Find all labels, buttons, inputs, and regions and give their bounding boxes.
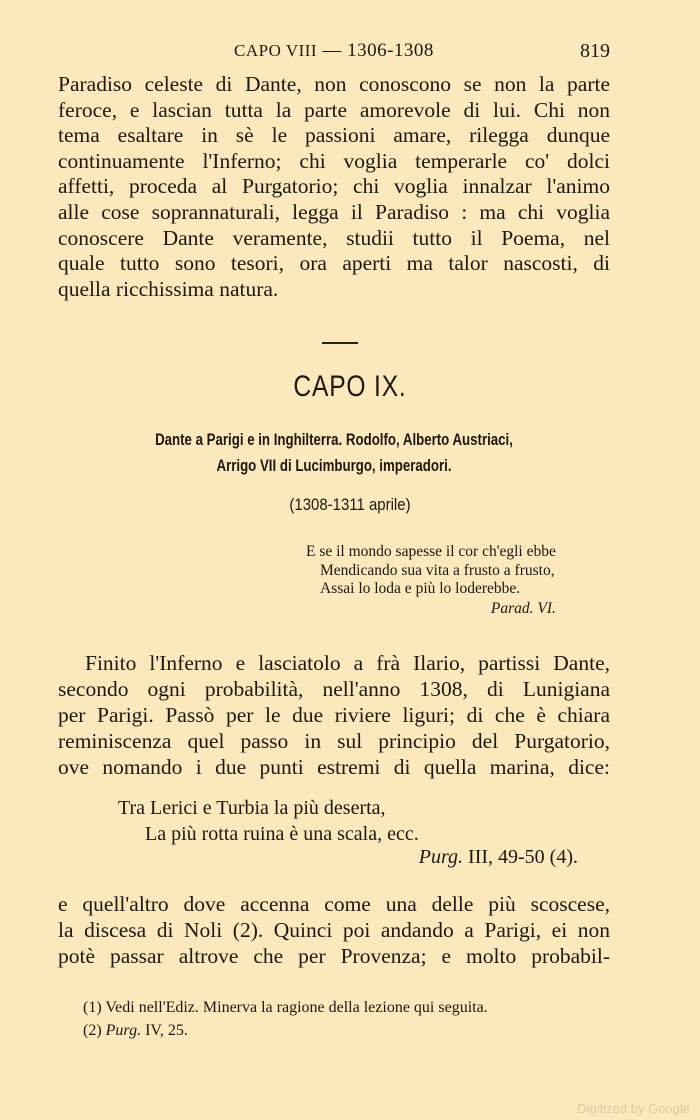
section-divider <box>322 342 358 344</box>
footnote-marker: (2) <box>83 1022 102 1039</box>
footnote-text: Vedi nell'Ediz. Minerva la ragione della lezione qui seguita. <box>105 999 488 1016</box>
text-line: Paradiso celeste di Dante, non conoscono se non la parte <box>58 72 610 96</box>
footnote-1 <box>83 996 488 1019</box>
epigraph-line: Mendicando sua vita a frusto a frusto, <box>320 561 555 579</box>
text-line: ove nomando i due punti estremi di quella marina, dice: <box>58 755 610 779</box>
footnote-marker: (1) <box>83 999 102 1016</box>
running-head-dash: — <box>322 40 342 61</box>
running-head-years: 1306-1308 <box>347 40 434 61</box>
epigraph-line: E se il mondo sapesse il cor ch'egli ebbe <box>306 543 556 560</box>
text-line: potè passar altrove che per Provenza; e molto probabil- <box>58 944 610 968</box>
text-line: quella ricchissima natura. <box>58 276 279 301</box>
running-head <box>58 40 610 68</box>
text-line: secondo ogni probabilità, nell'anno 1308, di Lunigiana <box>58 677 610 701</box>
text-line: la discesa di Noli (2). Quinci poi andando a Parigi, ei non <box>58 918 610 942</box>
chapter-title: CAPO IX. <box>293 370 407 403</box>
verse-source <box>419 846 578 869</box>
chapter-subtitle <box>58 427 610 479</box>
paragraph-2 <box>58 650 610 780</box>
running-head-chapter: CAPO VIII <box>234 41 318 60</box>
epigraph <box>306 543 556 618</box>
text-line: alle cose soprannaturali, legga il Paradiso : ma chi voglia <box>58 199 610 224</box>
footnote-ref: IV, 25. <box>145 1022 188 1039</box>
footnotes <box>83 996 488 1042</box>
paragraph-1 <box>58 72 610 302</box>
chapter-dates: (1308-1311 aprile) <box>289 495 411 514</box>
footnote-title: Purg. <box>105 1022 142 1039</box>
text-line: quale tutto sono tesori, ora aperti ma talor nascosti, di <box>58 251 610 276</box>
running-head-title <box>58 40 610 62</box>
text-line: conoscere Dante veramente, studii tutto il Poema, nel <box>58 225 610 250</box>
text-line: Finito l'Inferno e lasciatolo a frà Ilario, partissi Dante, <box>85 651 610 675</box>
text-line: tema esaltare in sè le passioni amare, rilegga dunque <box>58 123 610 148</box>
verse-line: Tra Lerici e Turbia la più deserta, <box>118 797 386 819</box>
digitization-watermark: Digitized by Google <box>577 1101 690 1116</box>
text-line: affetti, proceda al Purgatorio; chi voglia innalzar l'animo <box>58 174 610 199</box>
chapter-subtitle-line: Arrigo VII di Lucimburgo, imperadori. <box>216 456 452 475</box>
paragraph-3 <box>58 891 610 969</box>
chapter-subtitle-line: Dante a Parigi e in Inghilterra. Rodolfo, Alberto Austriaci, <box>155 430 513 449</box>
page-number: 819 <box>580 40 610 62</box>
verse-quote <box>118 796 419 847</box>
text-line: reminiscenza quel passo in sul principio del Purgatorio, <box>58 729 610 753</box>
text-line: continuamente l'Inferno; chi voglia temperarle co' dolci <box>58 148 610 173</box>
verse-source-title: Purg. <box>418 846 464 868</box>
text-line: per Parigi. Passò per le due riviere liguri; di che è chiara <box>58 703 610 727</box>
verse-line: La più rotta ruina è una scala, ecc. <box>145 822 419 845</box>
text-line: feroce, e lascian tutta la parte amorevole di lui. Chi non <box>58 97 610 122</box>
epigraph-source: Parad. VI. <box>490 599 556 617</box>
footnote-2 <box>83 1019 488 1042</box>
text-line: e quell'altro dove accenna come una delle più scoscese, <box>58 892 610 916</box>
epigraph-line: Assai lo loda e più lo loderebbe. <box>320 580 521 597</box>
verse-source-ref: III, 49-50 (4). <box>468 846 578 868</box>
